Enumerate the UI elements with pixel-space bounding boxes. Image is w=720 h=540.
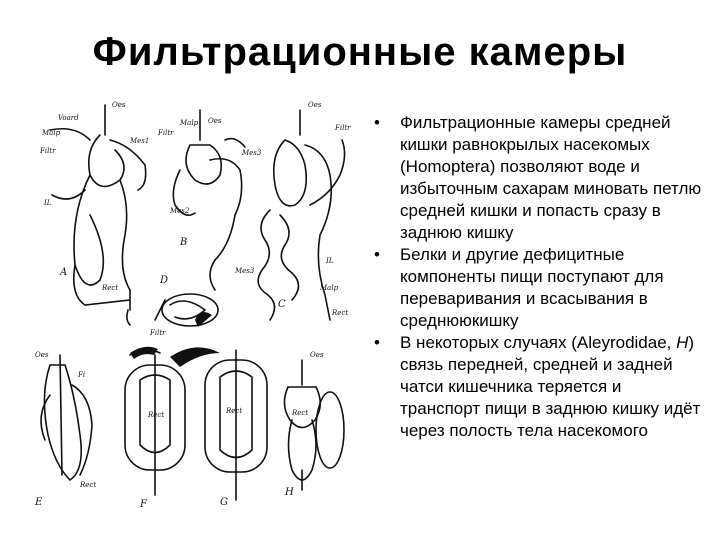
panel-label-b: B <box>180 237 188 248</box>
bullet-marker: • <box>374 333 380 352</box>
label-rect-a: Rect <box>102 284 119 292</box>
label-filtr-c: Filtr <box>335 124 351 132</box>
panel-label-a: A <box>60 267 68 278</box>
bullet-text: Белки и другие дефицитные компоненты пищи поступают для переваривания и всасывания в среднююкишку <box>400 245 664 330</box>
label-malp-a: Malp <box>42 129 61 137</box>
bullet-item <box>372 112 702 244</box>
panel-h-drawing <box>284 360 344 490</box>
label-rect-g: Rect <box>226 407 243 415</box>
label-il-c: IL <box>326 257 334 265</box>
gut-diagram <box>30 95 360 525</box>
bullet-text: В некоторых случаях (Aleyrodidae, <box>400 333 677 352</box>
label-oes-h: Oes <box>310 351 324 359</box>
bullet-text: Фильтрационные камеры средней кишки равнокрылых насекомых (Homoptera) позволяют воде и избыточным сахарам миновать петлю средней кишки и попасть сразу в заднюю кишку <box>400 113 702 242</box>
label-filtr-d: Filtr <box>150 329 166 337</box>
label-mes2-b: Mes2 <box>170 207 190 215</box>
bullet-marker: • <box>374 113 380 132</box>
label-oes-e: Oes <box>35 351 49 359</box>
panel-label-g: G <box>220 497 228 508</box>
panel-label-c: C <box>278 299 286 310</box>
label-mes3-b: Mes3 <box>242 149 262 157</box>
label-rect-e: Rect <box>80 481 97 489</box>
panel-label-h: H <box>285 487 294 498</box>
label-voard: Voard <box>58 114 79 122</box>
bullet-text-italic: H <box>676 333 689 352</box>
label-rect-f: Rect <box>148 411 165 419</box>
panel-label-d: D <box>160 275 169 286</box>
panel-f-drawing <box>125 349 185 495</box>
panel-label-f: F <box>140 499 147 510</box>
label-oes-a: Oes <box>112 101 126 109</box>
panel-b-drawing <box>173 110 245 290</box>
slide-title: Фильтрационные камеры <box>92 30 628 74</box>
bullet-text: ) связь передней, средней и задней чатси кишечника теряется и транспорт пищи в заднюю кишку идёт через полость тела насекомого <box>400 333 701 440</box>
label-malp-c: Malp <box>320 284 339 292</box>
label-oes-b: Oes <box>208 117 222 125</box>
label-filtr-b: Filtr <box>158 129 174 137</box>
label-mes1-a: Mes1 <box>130 137 150 145</box>
label-il-a: IL <box>44 199 52 207</box>
bullet-item <box>372 332 702 442</box>
label-filtr-a: Filtr <box>40 147 56 155</box>
panel-label-e: E <box>35 497 43 508</box>
panel-g-drawing <box>205 350 267 500</box>
label-rect-h: Rect <box>292 409 309 417</box>
label-oes-c: Oes <box>308 101 322 109</box>
bullet-item <box>372 244 702 332</box>
bullet-list <box>372 112 702 442</box>
label-malp-b: Malp <box>180 119 199 127</box>
panel-d-drawing <box>155 294 218 326</box>
label-rect-c: Rect <box>332 309 349 317</box>
bullet-marker: • <box>374 245 380 264</box>
label-fi-e: Fi <box>78 371 86 379</box>
gut-diagram-figure <box>30 95 360 525</box>
label-mes3-c: Mes3 <box>235 267 255 275</box>
